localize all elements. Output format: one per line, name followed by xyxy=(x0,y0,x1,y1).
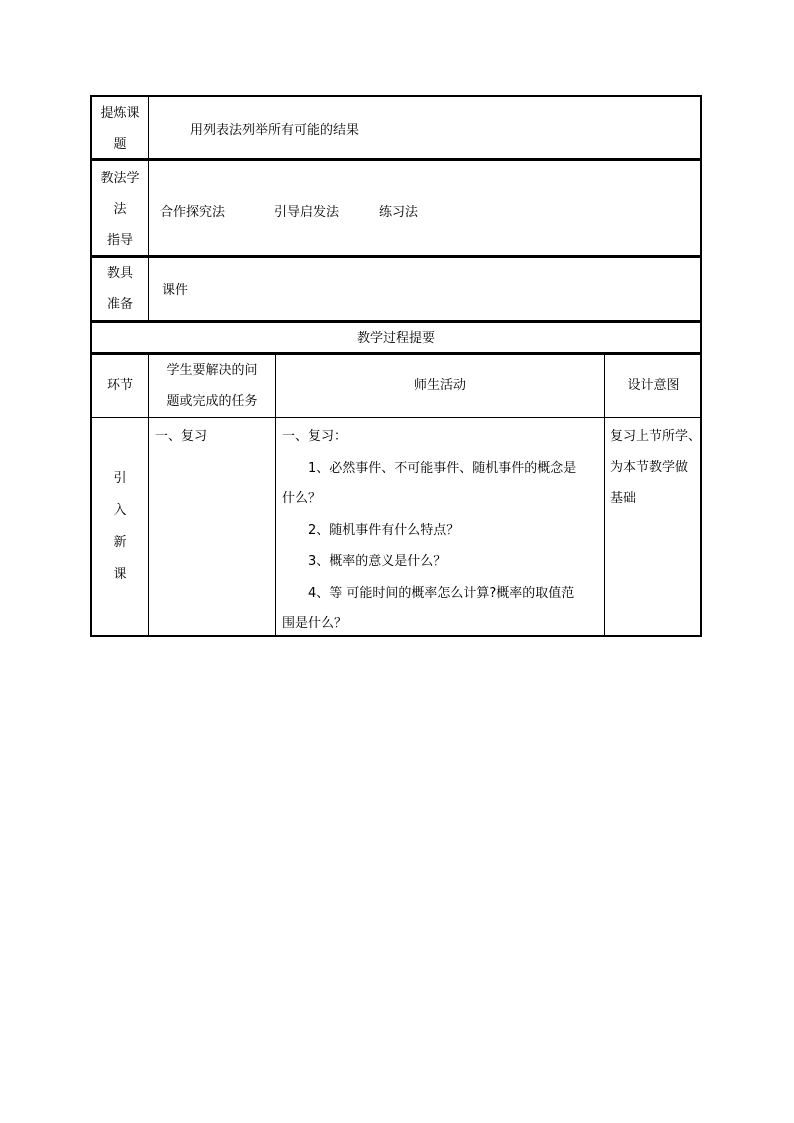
stage-char-1: 引 xyxy=(113,471,127,486)
intent-line3: 基础 xyxy=(610,491,637,506)
header-stage: 环节 xyxy=(106,378,133,393)
intent-line2: 为本节教学做 xyxy=(610,460,689,475)
intent-line1: 复习上节所学、 xyxy=(610,429,702,444)
header-activity: 师生活动 xyxy=(413,378,466,393)
tools-value: 课件 xyxy=(162,283,189,298)
activity-q4-line1: 4、等 可能时间的概率怎么计算?概率的取值范 xyxy=(308,586,575,601)
topic-value: 用列表法列举所有可能的结果 xyxy=(190,123,360,138)
method-label-line1: 教法学 xyxy=(100,171,140,186)
header-intent: 设计意图 xyxy=(627,378,680,393)
process-table xyxy=(90,353,702,637)
activity-q4-line2: 围是什么？ xyxy=(282,616,348,631)
column-divider xyxy=(148,161,149,255)
method-item-3: 练习法 xyxy=(379,205,419,220)
activity-heading: 一、复习： xyxy=(282,429,348,444)
header-task-line1: 学生要解决的问 xyxy=(166,363,258,378)
process-title: 教学过程提要 xyxy=(356,331,435,346)
activity-q2: 2、随机事件有什么特点？ xyxy=(308,523,460,538)
column-divider xyxy=(148,258,149,320)
tools-label-line1: 教具 xyxy=(106,266,133,281)
topic-label-line1: 提炼课 xyxy=(100,106,140,121)
process-title-row xyxy=(90,321,702,354)
header-divider xyxy=(92,417,700,418)
activity-q1-line2: 什么？ xyxy=(282,491,322,506)
method-row xyxy=(90,159,702,257)
column-divider xyxy=(148,97,149,158)
stage-char-2: 入 xyxy=(113,503,127,518)
tools-row xyxy=(90,256,702,322)
method-item-1: 合作探究法 xyxy=(160,205,226,220)
header-task-line2: 题或完成的任务 xyxy=(166,394,258,409)
method-label-line2: 法 xyxy=(113,202,127,217)
tools-label-line2: 准备 xyxy=(106,297,133,312)
method-label-line3: 指导 xyxy=(106,233,133,248)
stage-char-3: 新 xyxy=(113,535,127,550)
activity-q1-line1: 1、必然事件、不可能事件、随机事件的概念是 xyxy=(308,461,577,476)
topic-row xyxy=(90,95,702,160)
method-item-2: 引导启发法 xyxy=(274,205,340,220)
stage-char-4: 课 xyxy=(113,567,127,582)
task-text: 一、复习 xyxy=(155,429,208,444)
activity-q3: 3、概率的意义是什么？ xyxy=(308,554,447,569)
topic-label-line2: 题 xyxy=(113,137,127,152)
